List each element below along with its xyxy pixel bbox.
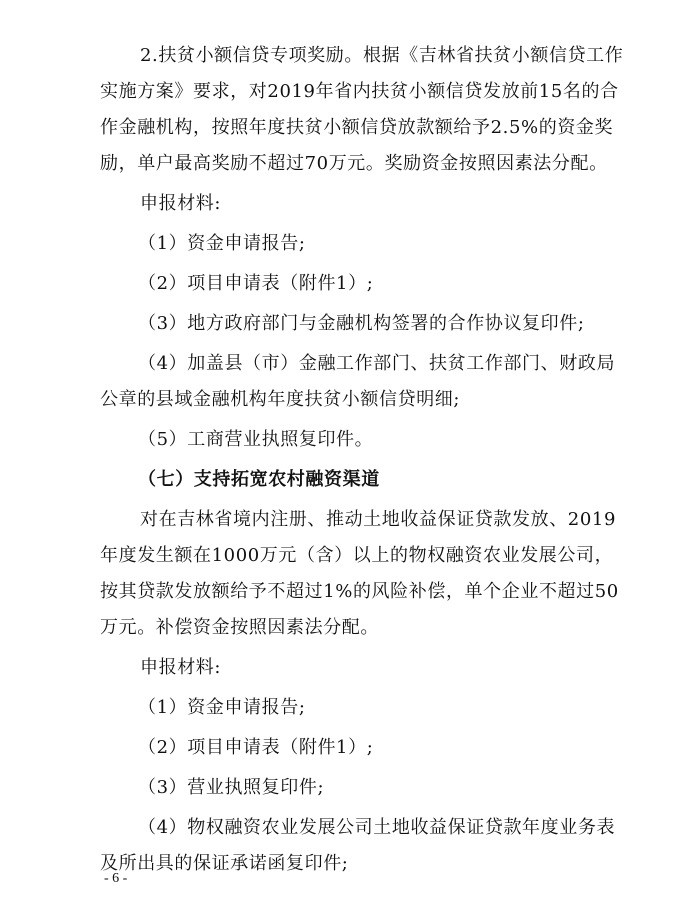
paragraph-line: 实施方案》要求，对2019年省内扶贫小额信贷发放前15名的合 — [100, 81, 619, 102]
paragraph-line: 作金融机构，按照年度扶贫小额信贷放款额给予2.5%的资金奖 — [100, 117, 614, 138]
paragraph-line: 万元。补偿资金按照因素法分配。 — [100, 617, 379, 638]
material-item: （3）营业执照复印件; — [138, 777, 325, 798]
paragraph-line: 按其贷款发放额给予不超过1%的风险补偿，单个企业不超过50 — [100, 581, 619, 602]
material-item: （1）资金申请报告; — [138, 233, 306, 254]
material-item: （5）工商营业执照复印件。 — [138, 429, 374, 450]
page-number: - 6 - — [104, 871, 128, 886]
paragraph-line: 2.扶贫小额信贷专项奖励。根据《吉林省扶贫小额信贷工作 — [140, 45, 624, 66]
material-item: （1）资金申请报告; — [138, 697, 306, 718]
material-item-continued: 公章的县域金融机构年度扶贫小额信贷明细; — [100, 389, 461, 410]
paragraph-line: 对在吉林省境内注册、推动土地收益保证贷款发放、2019 — [140, 509, 617, 530]
materials-label: 申报材料: — [140, 193, 222, 214]
paragraph-line: 年度发生额在1000万元（含）以上的物权融资农业发展公司， — [100, 545, 614, 566]
material-item: （2）项目申请表（附件1）; — [138, 737, 374, 758]
paragraph-line: 励，单户最高奖励不超过70万元。奖励资金按照因素法分配。 — [100, 153, 608, 174]
material-item: （4）加盖县（市）金融工作部门、扶贫工作部门、财政局 — [138, 353, 616, 374]
material-item: （4）物权融资农业发展公司土地收益保证贷款年度业务表 — [138, 817, 616, 838]
materials-label: 申报材料: — [140, 657, 222, 678]
section-heading: （七）支持拓宽农村融资渠道 — [138, 469, 380, 490]
material-item: （2）项目申请表（附件1）; — [138, 273, 374, 294]
material-item-continued: 及所出具的保证承诺函复印件; — [100, 853, 349, 874]
material-item: （3）地方政府部门与金融机构签署的合作协议复印件; — [138, 313, 585, 334]
document-body — [100, 38, 624, 882]
